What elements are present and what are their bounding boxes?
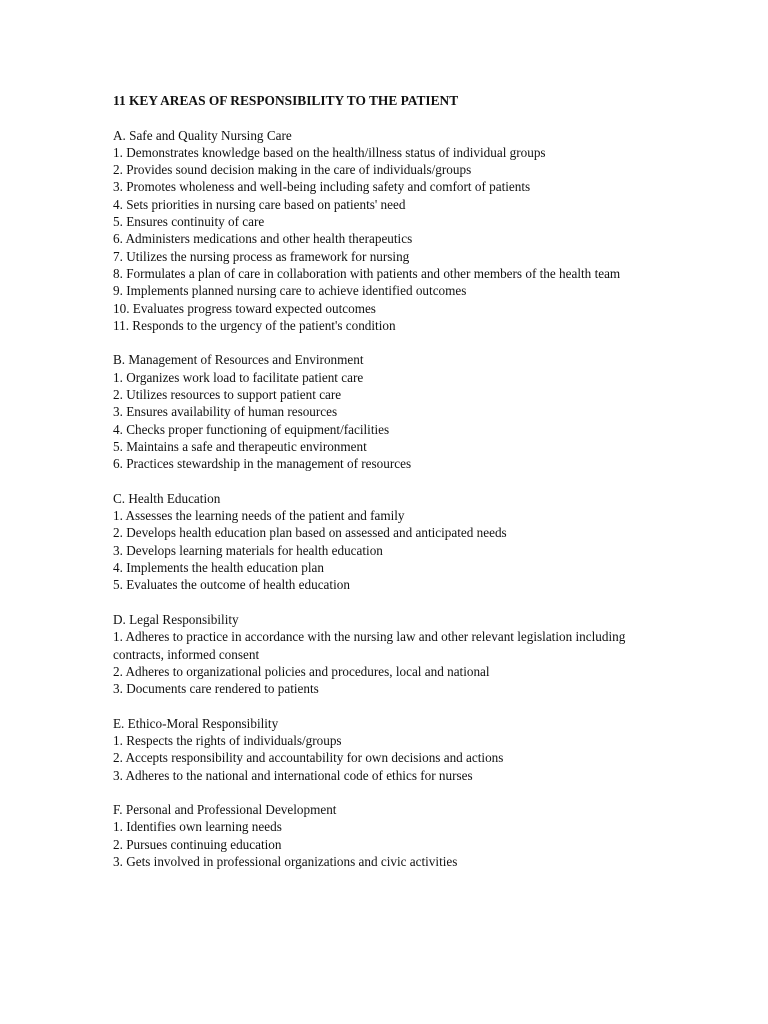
list-item: 2. Adheres to organizational policies and procedures, local and national: [113, 663, 490, 679]
list-item: 5. Evaluates the outcome of health education: [113, 577, 350, 593]
section-heading: F. Personal and Professional Development: [113, 802, 337, 818]
document-title: 11 KEY AREAS OF RESPONSIBILITY TO THE PATIENT: [113, 93, 459, 108]
section-d: [113, 611, 653, 697]
list-item: 3. Gets involved in professional organizations and civic activities: [113, 854, 458, 870]
list-item: 1. Respects the rights of individuals/groups: [113, 732, 342, 748]
document-content: [113, 92, 653, 888]
section-c: [113, 490, 653, 594]
section-b: [113, 351, 653, 472]
list-item: 6. Administers medications and other health therapeutics: [113, 231, 413, 247]
list-item: 6. Practices stewardship in the management of resources: [113, 456, 412, 472]
section-heading: D. Legal Responsibility: [113, 611, 239, 627]
list-item: 3. Adheres to the national and international code of ethics for nurses: [113, 767, 473, 783]
list-item: 9. Implements planned nursing care to achieve identified outcomes: [113, 283, 467, 299]
list-item: 2. Develops health education plan based on assessed and anticipated needs: [113, 525, 507, 541]
section-e: [113, 715, 653, 784]
list-item: 3. Promotes wholeness and well-being including safety and comfort of patients: [113, 179, 531, 195]
list-item: 2. Pursues continuing education: [113, 836, 282, 852]
list-item: 5. Ensures continuity of care: [113, 214, 265, 230]
section-a: [113, 127, 653, 335]
list-item: 4. Sets priorities in nursing care based on patients' need: [113, 196, 406, 212]
list-item: 1. Identifies own learning needs: [113, 819, 282, 835]
list-item: 1. Organizes work load to facilitate patient care: [113, 369, 364, 385]
section-f: [113, 801, 653, 870]
list-item: 4. Checks proper functioning of equipment/facilities: [113, 421, 390, 437]
list-item: 1. Demonstrates knowledge based on the health/illness status of individual groups: [113, 144, 546, 160]
list-item: 8. Formulates a plan of care in collaboration with patients and other members of the health team: [113, 265, 621, 281]
list-item: 2. Accepts responsibility and accountability for own decisions and actions: [113, 750, 504, 766]
section-heading: A. Safe and Quality Nursing Care: [113, 127, 292, 143]
list-item: 4. Implements the health education plan: [113, 560, 324, 576]
list-item: 3. Documents care rendered to patients: [113, 681, 319, 697]
section-heading: C. Health Education: [113, 490, 221, 506]
section-heading: B. Management of Resources and Environment: [113, 352, 364, 368]
list-item: 3. Ensures availability of human resources: [113, 404, 338, 420]
list-item: 1. Adheres to practice in accordance with the nursing law and other relevant legislation including contracts, informed consent: [113, 629, 626, 662]
section-heading: E. Ethico-Moral Responsibility: [113, 715, 279, 731]
list-item: 7. Utilizes the nursing process as framework for nursing: [113, 248, 410, 264]
list-item: 1. Assesses the learning needs of the patient and family: [113, 508, 405, 524]
list-item: 3. Develops learning materials for health education: [113, 542, 383, 558]
list-item: 2. Provides sound decision making in the care of individuals/groups: [113, 162, 472, 178]
list-item: 11. Responds to the urgency of the patient's condition: [113, 317, 396, 333]
list-item: 2. Utilizes resources to support patient care: [113, 387, 342, 403]
list-item: 5. Maintains a safe and therapeutic environment: [113, 438, 367, 454]
list-item: 10. Evaluates progress toward expected outcomes: [113, 300, 376, 316]
